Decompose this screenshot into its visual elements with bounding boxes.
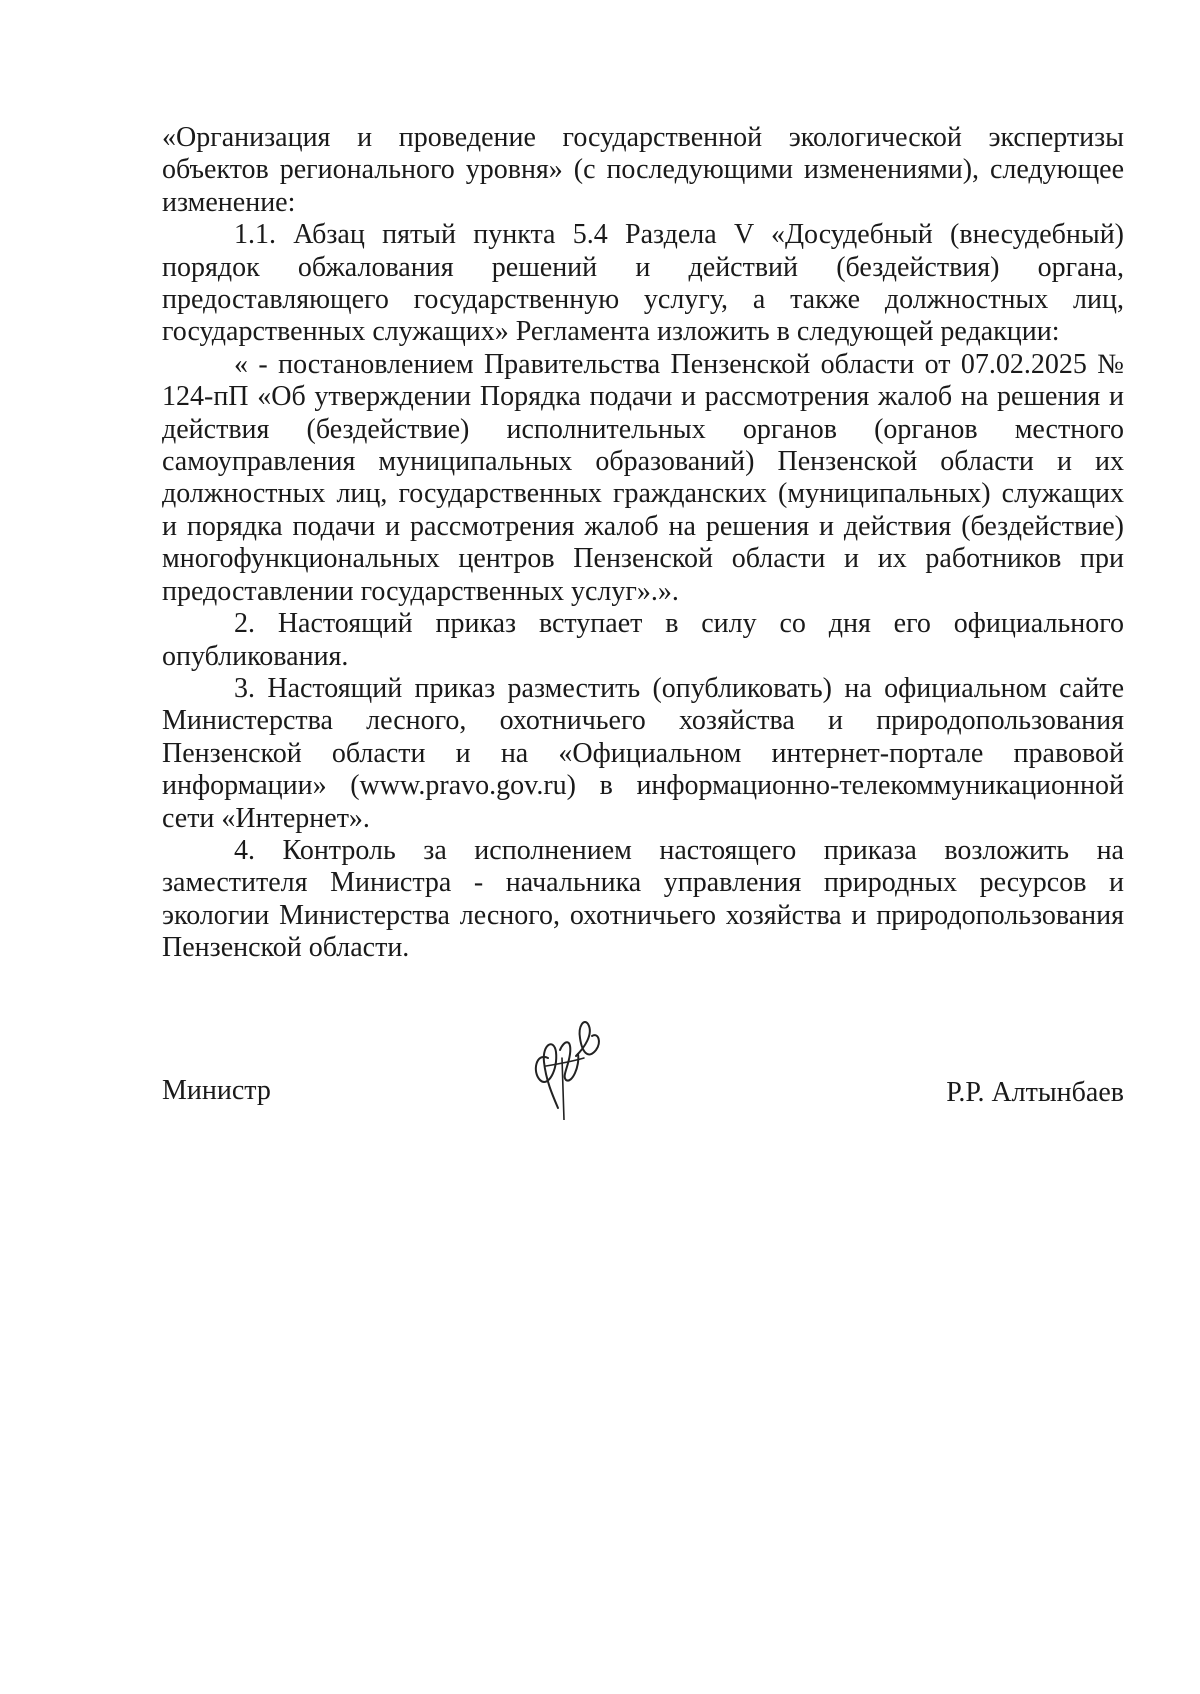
paragraph-item-4: 4. Контроль за исполнением настоящего приказа возложить на заместителя Министра - начальника управления природных ресурсов и экологии Министерства лесного, охотничьего хозяйства и природопользования Пензенской области. — [162, 834, 1124, 964]
paragraph-item-1-1: 1.1. Абзац пятый пункта 5.4 Раздела V «Досудебный (внесудебный) порядок обжалования решений и действий (бездействия) органа, предоставляющего государственную услугу, а также должностных лиц, государственных служащих» Регламента изложить в следующей редакции: — [162, 219, 1124, 348]
signatory-title: Министр — [162, 1075, 271, 1106]
paragraph-continuation: «Организация и проведение государственной экологической экспертизы объектов регионального уровня» (с последующими изменениями), следующее изменение: — [162, 122, 1124, 218]
document-body — [162, 122, 1124, 965]
signature-block — [162, 1010, 1124, 1120]
handwritten-signature — [518, 1010, 608, 1120]
paragraph-item-3: 3. Настоящий приказ разместить (опубликовать) на официальном сайте Министерства лесного, охотничьего хозяйства и природопользования Пензенской области и на «Официальном интернет-портале правовой информации» (www.pravo.gov.ru) в информационно-телекоммуникационной сети «Интернет». — [162, 672, 1124, 834]
paragraph-item-2: 2. Настоящий приказ вступает в силу со дня его официального опубликования. — [162, 608, 1124, 672]
paragraph-quoted-amendment: « - постановлением Правительства Пензенской области от 07.02.2025 № 124-пП «Об утверждении Порядка подачи и рассмотрения жалоб на решения и действия (бездействие) исполнительных органов (органов местного самоуправления муниципальных образований) Пензенской области и их должностных лиц, государственных гражданских (муниципальных) служащих и порядка подачи и рассмотрения жалоб на решения и действия (бездействие) многофункциональных центров Пензенской области и их работников при предоставлении государственных услуг».». — [162, 348, 1124, 607]
signatory-name: Р.Р. Алтынбаев — [946, 1077, 1124, 1108]
